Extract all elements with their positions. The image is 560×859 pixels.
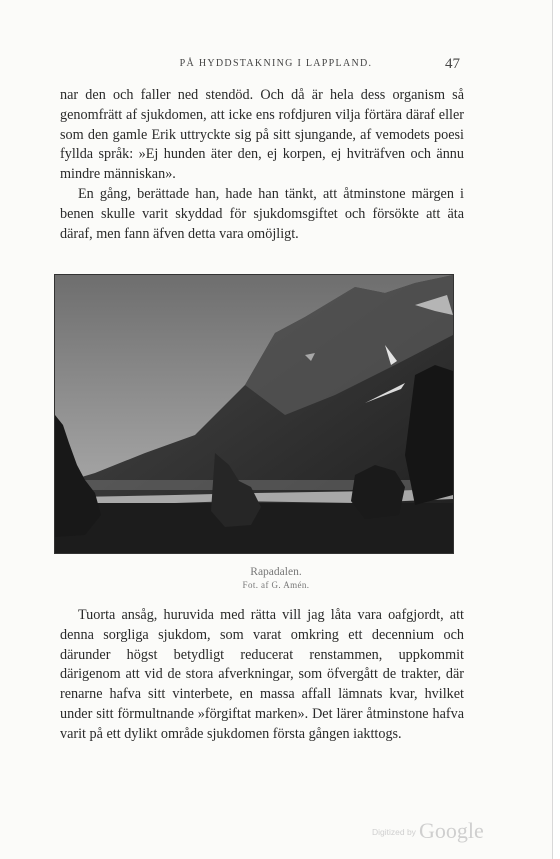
digitization-watermark bbox=[372, 818, 484, 844]
watermark-prefix: Digitized by bbox=[372, 827, 416, 837]
running-head: PÅ HYDDSTAKNING I LAPPLAND. bbox=[179, 58, 373, 69]
google-logo: Google bbox=[418, 818, 484, 843]
paragraph: En gång, berättade han, hade han tänkt, att åtminstone märgen i benen skulle varit skyddad för sjukdomsgiftet och försökte att äta däraf, men fann äfven detta vara omöjligt. bbox=[60, 185, 464, 242]
paragraph-continuation: nar den och faller ned stendöd. Och då är hela dess organism så genomfrätt af sjukdomen, att icke ens rofdjuren vilja förtära däraf eller som den gamle Erik uttryckte sig på sitt sjungande, af vemodets poesi fyllda språk: »Ej hunden äter den, ej korpen, ej hviträfven och ännu mindre människan». bbox=[60, 87, 464, 183]
mountain-valley-photo bbox=[55, 275, 453, 553]
figure-caption: Rapadalen. bbox=[250, 566, 302, 578]
paragraph: Tuorta ansåg, huruvida med rätta vill jag låta vara oafgjordt, att denna sorgliga sjukdom, som varat omkring ett decennium och därunder högst betydligt reducerat renstammen, uppkommit därigenom att vid de stora afverkningar, som öfvergått de trakter, där renarne hafva sitt vinterbete, en massa affall lämnats kvar, hvilket under sitt förmultnande »förgiftat marken». Det lärer åtminstone hafva varit på ett dylikt område sjukdomen första gången iakttogs. bbox=[60, 607, 464, 742]
photo-credit: Fot. af G. Amén. bbox=[242, 580, 310, 590]
body-text-bottom bbox=[60, 606, 464, 745]
page-header bbox=[0, 58, 552, 78]
body-text-top bbox=[60, 86, 464, 244]
page-number: 47 bbox=[445, 56, 460, 72]
photograph-rapadalen bbox=[54, 274, 454, 554]
